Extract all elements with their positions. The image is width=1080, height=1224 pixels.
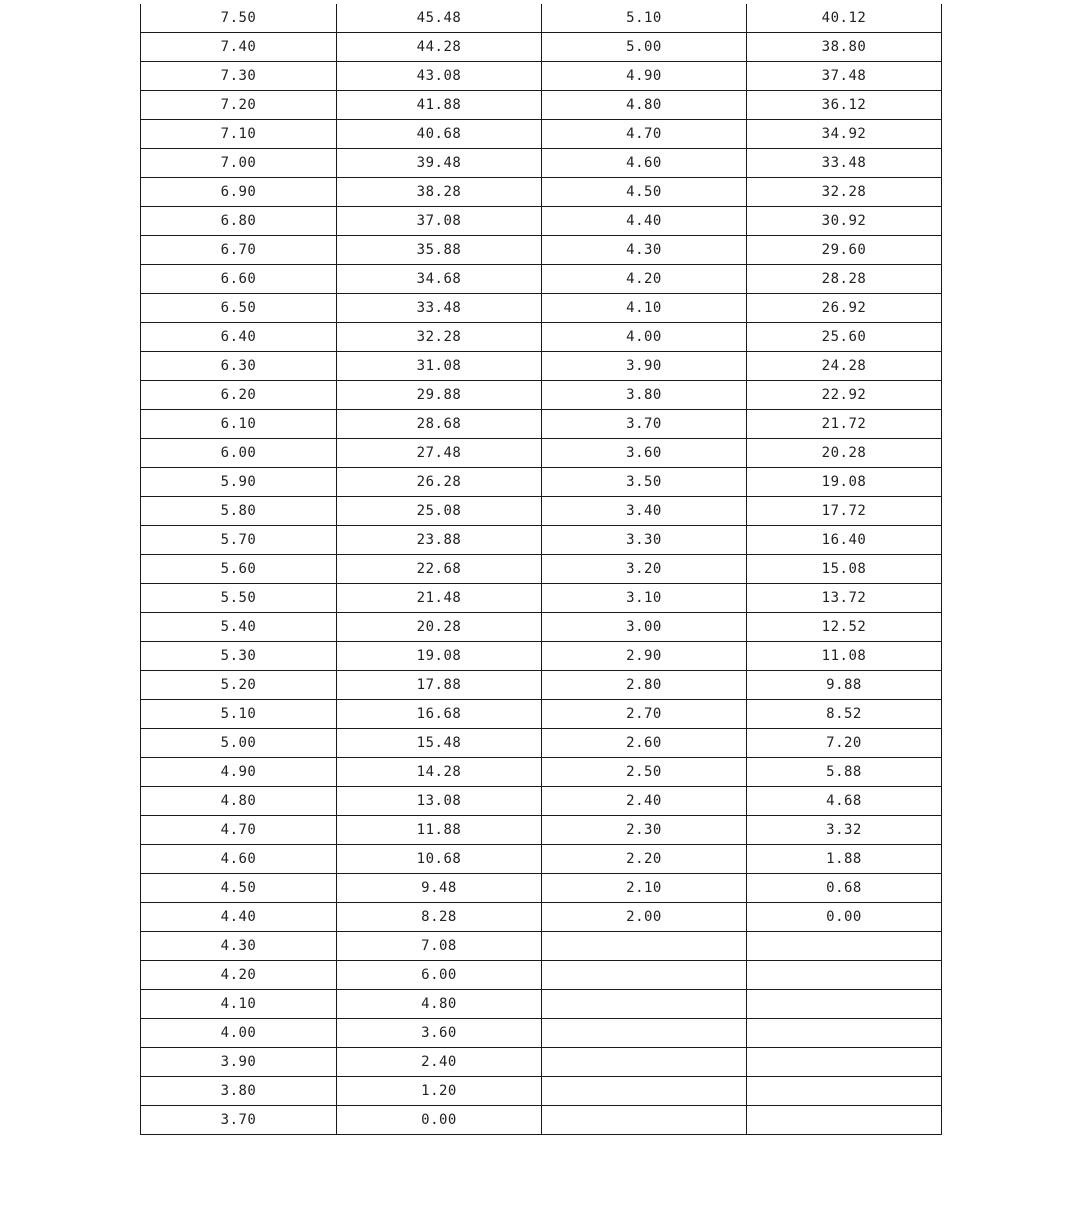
table-row bbox=[141, 33, 942, 62]
table-cell: 4.40 bbox=[141, 903, 337, 932]
table-cell: 3.10 bbox=[542, 584, 747, 613]
table-cell: 5.40 bbox=[141, 613, 337, 642]
table-row bbox=[141, 845, 942, 874]
table-cell: 1.88 bbox=[747, 845, 942, 874]
table-cell: 3.70 bbox=[141, 1106, 337, 1135]
table-cell: 3.60 bbox=[337, 1019, 542, 1048]
table-cell: 34.92 bbox=[747, 120, 942, 149]
table-row bbox=[141, 671, 942, 700]
table-cell: 19.08 bbox=[747, 468, 942, 497]
table-row bbox=[141, 1019, 942, 1048]
table-row bbox=[141, 787, 942, 816]
table-cell: 3.00 bbox=[542, 613, 747, 642]
table-cell: 13.72 bbox=[747, 584, 942, 613]
table-cell: 4.80 bbox=[141, 787, 337, 816]
table-cell: 40.12 bbox=[747, 4, 942, 33]
table-cell: 4.80 bbox=[337, 990, 542, 1019]
table-cell: 44.28 bbox=[337, 33, 542, 62]
table-cell: 3.80 bbox=[141, 1077, 337, 1106]
table-cell: 6.90 bbox=[141, 178, 337, 207]
table-cell: 12.52 bbox=[747, 613, 942, 642]
table-row bbox=[141, 990, 942, 1019]
table-cell: 6.80 bbox=[141, 207, 337, 236]
table-cell: 5.50 bbox=[141, 584, 337, 613]
table-cell bbox=[747, 932, 942, 961]
table-cell: 5.20 bbox=[141, 671, 337, 700]
table-cell: 8.52 bbox=[747, 700, 942, 729]
table-cell: 16.40 bbox=[747, 526, 942, 555]
table-cell: 4.00 bbox=[542, 323, 747, 352]
table-cell: 4.70 bbox=[141, 816, 337, 845]
table-cell: 23.88 bbox=[337, 526, 542, 555]
table-cell: 2.70 bbox=[542, 700, 747, 729]
table-cell: 6.60 bbox=[141, 265, 337, 294]
table-cell: 3.80 bbox=[542, 381, 747, 410]
table-cell: 7.50 bbox=[141, 4, 337, 33]
table-cell: 2.10 bbox=[542, 874, 747, 903]
table-cell: 4.10 bbox=[141, 990, 337, 1019]
table-cell: 2.40 bbox=[337, 1048, 542, 1077]
table-cell: 5.10 bbox=[542, 4, 747, 33]
table-row bbox=[141, 439, 942, 468]
table-cell: 32.28 bbox=[747, 178, 942, 207]
table-cell: 2.20 bbox=[542, 845, 747, 874]
table-row bbox=[141, 497, 942, 526]
table-row bbox=[141, 294, 942, 323]
table-cell: 6.00 bbox=[337, 961, 542, 990]
table-body bbox=[141, 4, 942, 1135]
table-cell: 15.08 bbox=[747, 555, 942, 584]
table-cell: 29.60 bbox=[747, 236, 942, 265]
table-cell: 4.60 bbox=[141, 845, 337, 874]
table-cell: 37.48 bbox=[747, 62, 942, 91]
table-row bbox=[141, 4, 942, 33]
table-cell: 25.08 bbox=[337, 497, 542, 526]
table-cell: 22.92 bbox=[747, 381, 942, 410]
table-cell: 31.08 bbox=[337, 352, 542, 381]
table-row bbox=[141, 410, 942, 439]
table-cell: 9.88 bbox=[747, 671, 942, 700]
table-cell: 38.80 bbox=[747, 33, 942, 62]
table-cell: 3.90 bbox=[141, 1048, 337, 1077]
table-cell: 5.70 bbox=[141, 526, 337, 555]
table-row bbox=[141, 526, 942, 555]
table-row bbox=[141, 816, 942, 845]
table-cell: 6.20 bbox=[141, 381, 337, 410]
table-cell: 21.48 bbox=[337, 584, 542, 613]
table-cell: 2.60 bbox=[542, 729, 747, 758]
table-row bbox=[141, 874, 942, 903]
score-table bbox=[140, 4, 942, 1135]
table-cell: 5.00 bbox=[141, 729, 337, 758]
table-cell bbox=[542, 1077, 747, 1106]
table-row bbox=[141, 555, 942, 584]
table-cell: 5.30 bbox=[141, 642, 337, 671]
table-row bbox=[141, 381, 942, 410]
table-cell: 32.28 bbox=[337, 323, 542, 352]
table-cell: 6.70 bbox=[141, 236, 337, 265]
table-cell: 2.90 bbox=[542, 642, 747, 671]
table-cell: 10.68 bbox=[337, 845, 542, 874]
table-row bbox=[141, 1077, 942, 1106]
table-cell bbox=[542, 1048, 747, 1077]
table-cell: 2.50 bbox=[542, 758, 747, 787]
table-cell: 6.00 bbox=[141, 439, 337, 468]
table-cell: 4.68 bbox=[747, 787, 942, 816]
table-row bbox=[141, 178, 942, 207]
table-cell: 6.30 bbox=[141, 352, 337, 381]
table-cell: 5.88 bbox=[747, 758, 942, 787]
table-cell: 7.20 bbox=[141, 91, 337, 120]
table-row bbox=[141, 207, 942, 236]
table-row bbox=[141, 932, 942, 961]
table-row bbox=[141, 236, 942, 265]
table-cell: 43.08 bbox=[337, 62, 542, 91]
table-cell: 3.90 bbox=[542, 352, 747, 381]
table-cell bbox=[747, 990, 942, 1019]
table-cell bbox=[542, 961, 747, 990]
table-cell: 25.60 bbox=[747, 323, 942, 352]
table-cell: 37.08 bbox=[337, 207, 542, 236]
table-cell: 2.00 bbox=[542, 903, 747, 932]
table-cell: 13.08 bbox=[337, 787, 542, 816]
table-cell: 8.28 bbox=[337, 903, 542, 932]
table-row bbox=[141, 584, 942, 613]
table-row bbox=[141, 642, 942, 671]
table-cell: 4.50 bbox=[542, 178, 747, 207]
table-row bbox=[141, 62, 942, 91]
table-cell: 7.40 bbox=[141, 33, 337, 62]
table-row bbox=[141, 120, 942, 149]
table-row bbox=[141, 700, 942, 729]
table-cell: 11.88 bbox=[337, 816, 542, 845]
table-cell: 7.10 bbox=[141, 120, 337, 149]
table-cell: 41.88 bbox=[337, 91, 542, 120]
table-row bbox=[141, 961, 942, 990]
table-cell: 3.30 bbox=[542, 526, 747, 555]
table-cell: 33.48 bbox=[337, 294, 542, 323]
table-cell: 4.80 bbox=[542, 91, 747, 120]
table-cell: 4.30 bbox=[141, 932, 337, 961]
table-cell: 2.80 bbox=[542, 671, 747, 700]
table-cell: 6.10 bbox=[141, 410, 337, 439]
table-cell: 3.32 bbox=[747, 816, 942, 845]
table-cell: 7.30 bbox=[141, 62, 337, 91]
table-row bbox=[141, 352, 942, 381]
table-cell bbox=[747, 1048, 942, 1077]
table-cell: 0.68 bbox=[747, 874, 942, 903]
table-cell: 4.90 bbox=[141, 758, 337, 787]
table-cell: 17.88 bbox=[337, 671, 542, 700]
table-cell: 28.68 bbox=[337, 410, 542, 439]
table-cell: 17.72 bbox=[747, 497, 942, 526]
table-cell: 14.28 bbox=[337, 758, 542, 787]
table-cell: 4.00 bbox=[141, 1019, 337, 1048]
table-cell: 2.30 bbox=[542, 816, 747, 845]
table-cell: 7.08 bbox=[337, 932, 542, 961]
table-cell: 0.00 bbox=[337, 1106, 542, 1135]
table-cell: 28.28 bbox=[747, 265, 942, 294]
table-cell: 36.12 bbox=[747, 91, 942, 120]
table-cell: 4.30 bbox=[542, 236, 747, 265]
table-row bbox=[141, 149, 942, 178]
table-cell bbox=[542, 932, 747, 961]
table-cell: 34.68 bbox=[337, 265, 542, 294]
table-row bbox=[141, 468, 942, 497]
table-cell: 24.28 bbox=[747, 352, 942, 381]
table-cell: 4.50 bbox=[141, 874, 337, 903]
table-row bbox=[141, 265, 942, 294]
table-cell: 3.40 bbox=[542, 497, 747, 526]
table-cell: 2.40 bbox=[542, 787, 747, 816]
table-cell: 6.40 bbox=[141, 323, 337, 352]
table-row bbox=[141, 323, 942, 352]
table-cell bbox=[747, 1077, 942, 1106]
table-cell: 5.90 bbox=[141, 468, 337, 497]
table-cell: 4.40 bbox=[542, 207, 747, 236]
table-row bbox=[141, 1048, 942, 1077]
table-cell: 7.20 bbox=[747, 729, 942, 758]
table-cell: 35.88 bbox=[337, 236, 542, 265]
table-cell: 15.48 bbox=[337, 729, 542, 758]
table-cell bbox=[747, 1106, 942, 1135]
table-cell: 26.92 bbox=[747, 294, 942, 323]
table-cell: 4.10 bbox=[542, 294, 747, 323]
table-cell: 3.60 bbox=[542, 439, 747, 468]
table-cell: 39.48 bbox=[337, 149, 542, 178]
table-row bbox=[141, 613, 942, 642]
table-cell: 30.92 bbox=[747, 207, 942, 236]
table-cell: 40.68 bbox=[337, 120, 542, 149]
table-cell bbox=[542, 1019, 747, 1048]
table-cell: 21.72 bbox=[747, 410, 942, 439]
table-cell: 19.08 bbox=[337, 642, 542, 671]
table-cell: 4.90 bbox=[542, 62, 747, 91]
table-cell: 45.48 bbox=[337, 4, 542, 33]
table-cell: 22.68 bbox=[337, 555, 542, 584]
table-cell: 16.68 bbox=[337, 700, 542, 729]
table-cell: 33.48 bbox=[747, 149, 942, 178]
table-cell: 4.60 bbox=[542, 149, 747, 178]
table-cell: 4.20 bbox=[141, 961, 337, 990]
table-row bbox=[141, 758, 942, 787]
table-cell: 20.28 bbox=[747, 439, 942, 468]
table-cell: 26.28 bbox=[337, 468, 542, 497]
table-cell: 4.70 bbox=[542, 120, 747, 149]
table-cell: 1.20 bbox=[337, 1077, 542, 1106]
table-cell: 27.48 bbox=[337, 439, 542, 468]
table-cell bbox=[747, 961, 942, 990]
table-cell: 9.48 bbox=[337, 874, 542, 903]
table-cell: 3.70 bbox=[542, 410, 747, 439]
table-cell: 6.50 bbox=[141, 294, 337, 323]
table-cell: 5.80 bbox=[141, 497, 337, 526]
table-cell: 11.08 bbox=[747, 642, 942, 671]
table-cell: 5.00 bbox=[542, 33, 747, 62]
table-cell: 3.50 bbox=[542, 468, 747, 497]
table-cell: 20.28 bbox=[337, 613, 542, 642]
table-cell bbox=[542, 1106, 747, 1135]
table-cell: 7.00 bbox=[141, 149, 337, 178]
table-cell: 4.20 bbox=[542, 265, 747, 294]
table-cell: 38.28 bbox=[337, 178, 542, 207]
table-row bbox=[141, 91, 942, 120]
table-row bbox=[141, 1106, 942, 1135]
table-cell: 5.60 bbox=[141, 555, 337, 584]
table-cell bbox=[747, 1019, 942, 1048]
table-row bbox=[141, 903, 942, 932]
table-row bbox=[141, 729, 942, 758]
table-cell: 0.00 bbox=[747, 903, 942, 932]
table-cell: 5.10 bbox=[141, 700, 337, 729]
table-cell: 3.20 bbox=[542, 555, 747, 584]
table-cell bbox=[542, 990, 747, 1019]
table-cell: 29.88 bbox=[337, 381, 542, 410]
